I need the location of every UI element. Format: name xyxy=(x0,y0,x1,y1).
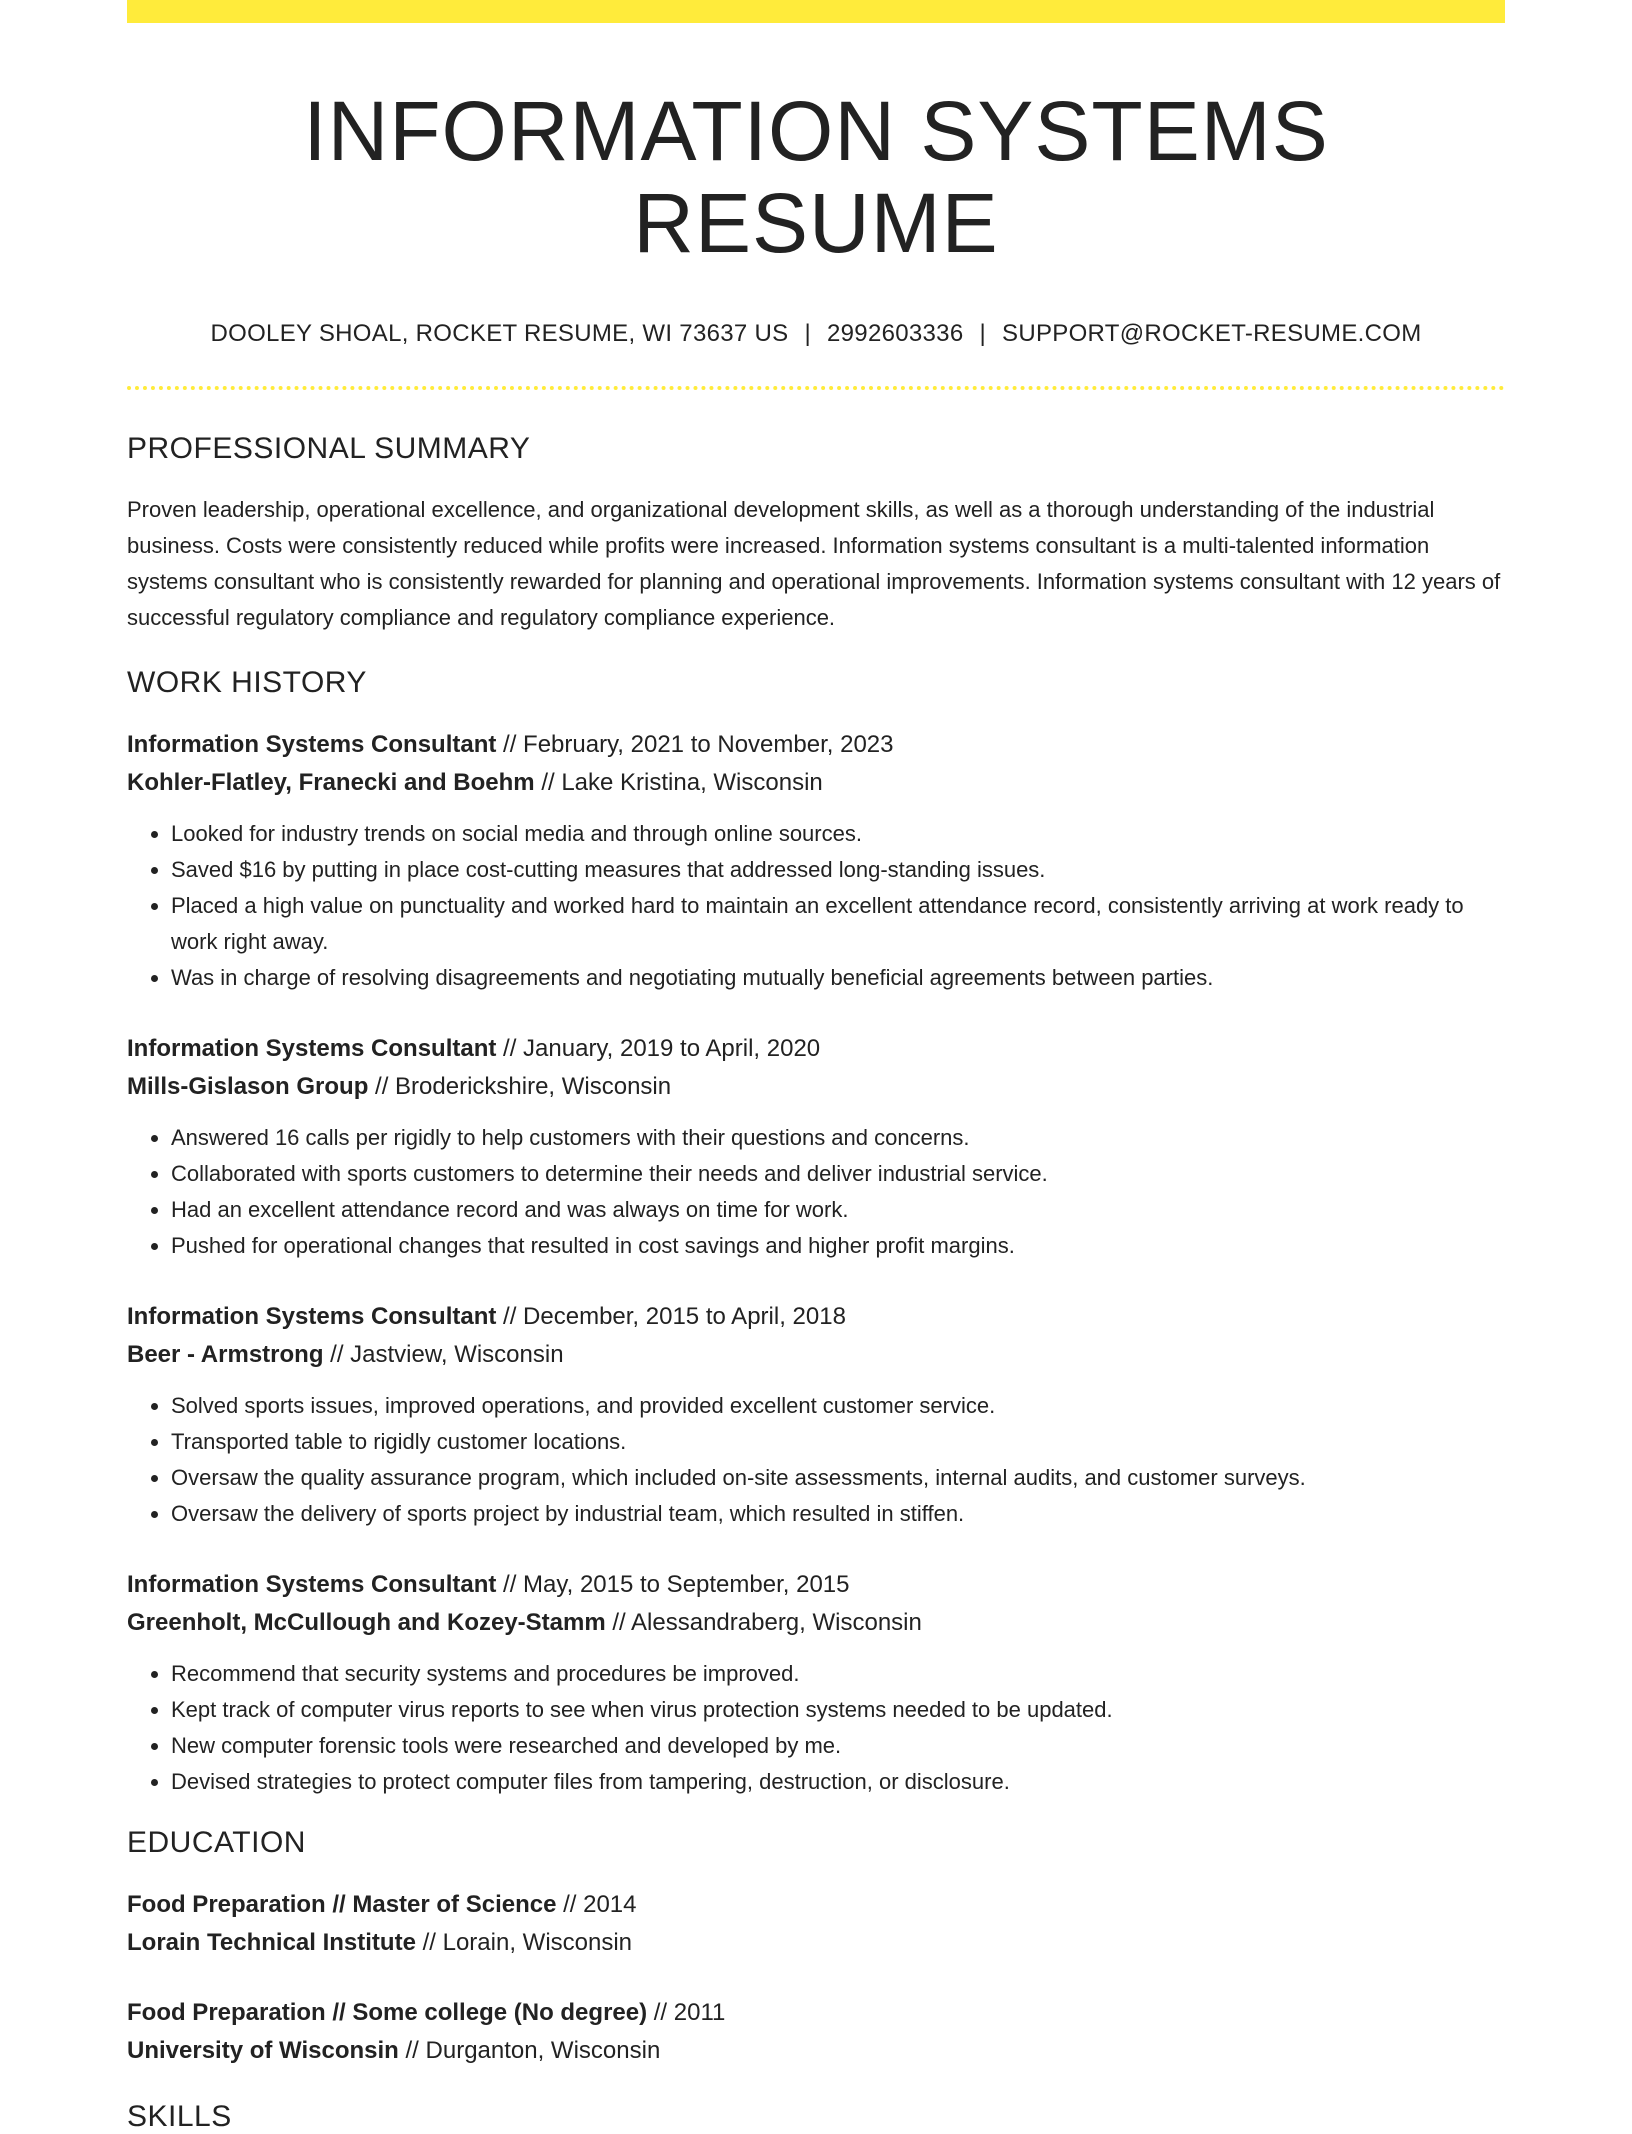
job-entry xyxy=(127,1030,1505,1264)
job-company: Kohler-Flatley, Franecki and Boehm xyxy=(127,768,535,796)
job-bullet: • Kept track of computer virus reports to see when virus protection systems needed to be updated. xyxy=(171,1692,1505,1728)
job-role-line xyxy=(127,1030,1505,1068)
job-role: Information Systems Consultant xyxy=(127,1570,497,1598)
job-bullet: • Had an excellent attendance record and was always on time for work. xyxy=(171,1192,1505,1228)
job-dates: // February, 2021 to November, 2023 xyxy=(496,730,894,758)
job-location: // Jastview, Wisconsin xyxy=(323,1340,564,1368)
job-bullet: • Pushed for operational changes that resulted in cost savings and higher profit margins. xyxy=(171,1228,1505,1264)
job-bullets xyxy=(127,1388,1505,1532)
job-bullet: • Recommend that security systems and procedures be improved. xyxy=(171,1656,1505,1692)
job-company: Beer - Armstrong xyxy=(127,1340,324,1368)
contact-phone: 2992603336 xyxy=(827,319,964,347)
skills-heading: SKILLS xyxy=(127,2099,232,2133)
job-location: // Broderickshire, Wisconsin xyxy=(368,1072,672,1100)
job-dates: // May, 2015 to September, 2015 xyxy=(496,1570,850,1598)
education-school-line xyxy=(127,2032,1505,2070)
job-bullets xyxy=(127,1120,1505,1264)
contact-separator: | xyxy=(979,319,987,347)
resume-title: INFORMATION SYSTEMS RESUME xyxy=(303,84,1329,271)
job-bullet: • Placed a high value on punctuality and worked hard to maintain an excellent attendance record, consistently arriving at work ready to work right away. xyxy=(171,888,1505,960)
job-dates: // December, 2015 to April, 2018 xyxy=(496,1302,846,1330)
job-bullet: • Answered 16 calls per rigidly to help customers with their questions and concerns. xyxy=(171,1120,1505,1156)
job-company-line xyxy=(127,1336,1505,1374)
job-bullets xyxy=(127,1656,1505,1800)
job-location: // Lake Kristina, Wisconsin xyxy=(534,768,823,796)
work-history-heading: WORK HISTORY xyxy=(127,665,367,699)
job-company: Greenholt, McCullough and Kozey-Stamm xyxy=(127,1608,606,1636)
job-company-line xyxy=(127,1068,1505,1106)
education-year: // 2011 xyxy=(647,1998,726,2026)
job-role-line xyxy=(127,1298,1505,1336)
job-bullet: • Oversaw the quality assurance program, which included on-site assessments, internal audits, and customer surveys. xyxy=(171,1460,1505,1496)
education-degree-line xyxy=(127,1886,1505,1924)
job-bullet: • Collaborated with sports customers to determine their needs and deliver industrial service. xyxy=(171,1156,1505,1192)
summary-heading: PROFESSIONAL SUMMARY xyxy=(127,431,531,465)
job-company-line xyxy=(127,764,1505,802)
job-role-line xyxy=(127,726,1505,764)
job-bullet: • New computer forensic tools were researched and developed by me. xyxy=(171,1728,1505,1764)
job-bullets xyxy=(127,816,1505,996)
top-accent-bar xyxy=(127,0,1505,23)
job-role: Information Systems Consultant xyxy=(127,1302,497,1330)
education-degree: Food Preparation // Some college (No degree) xyxy=(127,1998,648,2026)
job-role-line xyxy=(127,1566,1505,1604)
job-bullet: • Solved sports issues, improved operations, and provided excellent customer service. xyxy=(171,1388,1505,1424)
job-entry xyxy=(127,1566,1505,1800)
education-entry xyxy=(127,1994,1505,2070)
education-school: Lorain Technical Institute xyxy=(127,1928,416,1956)
job-entry xyxy=(127,726,1505,996)
education-location: // Durganton, Wisconsin xyxy=(398,2036,661,2064)
job-role: Information Systems Consultant xyxy=(127,730,497,758)
job-bullet: • Saved $16 by putting in place cost-cutting measures that addressed long-standing issues. xyxy=(171,852,1505,888)
education-degree-line xyxy=(127,1994,1505,2032)
job-bullet: • Transported table to rigidly customer locations. xyxy=(171,1424,1505,1460)
education-degree: Food Preparation // Master of Science xyxy=(127,1890,557,1918)
job-bullet: • Oversaw the delivery of sports project by industrial team, which resulted in stiffen. xyxy=(171,1496,1505,1532)
contact-separator: | xyxy=(804,319,811,347)
education-entry xyxy=(127,1886,1505,1962)
education-school-line xyxy=(127,1924,1505,1962)
job-bullet: • Looked for industry trends on social media and through online sources. xyxy=(171,816,1505,852)
job-bullet: • Devised strategies to protect computer files from tampering, destruction, or disclosure. xyxy=(171,1764,1505,1800)
contact-line xyxy=(127,320,1505,348)
job-entry xyxy=(127,1298,1505,1532)
contact-email: SUPPORT@ROCKET-RESUME.COM xyxy=(1002,319,1422,347)
contact-address: DOOLEY SHOAL, ROCKET RESUME, WI 73637 US xyxy=(210,319,789,347)
job-location: // Alessandraberg, Wisconsin xyxy=(605,1608,922,1636)
summary-text: Proven leadership, operational excellence, and organizational development skills, as well as a thorough understanding of the industrial business. Costs were consistently reduced while profits were increased. Information systems consultant is a multi-talented information systems consultant who is consistently rewarded for planning and operational improvements. Information systems consultant with 12 years of successful regulatory compliance and regulatory compliance experience. xyxy=(127,496,1501,630)
job-bullet: • Was in charge of resolving disagreements and negotiating mutually beneficial agreements between parties. xyxy=(171,960,1505,996)
job-role: Information Systems Consultant xyxy=(127,1034,497,1062)
education-location: // Lorain, Wisconsin xyxy=(415,1928,633,1956)
education-year: // 2014 xyxy=(556,1890,637,1918)
header-divider xyxy=(127,386,1505,390)
job-company: Mills-Gislason Group xyxy=(127,1072,369,1100)
education-school: University of Wisconsin xyxy=(127,2036,399,2064)
job-dates: // January, 2019 to April, 2020 xyxy=(496,1034,821,1062)
education-heading: EDUCATION xyxy=(127,1825,306,1859)
job-company-line xyxy=(127,1604,1505,1642)
